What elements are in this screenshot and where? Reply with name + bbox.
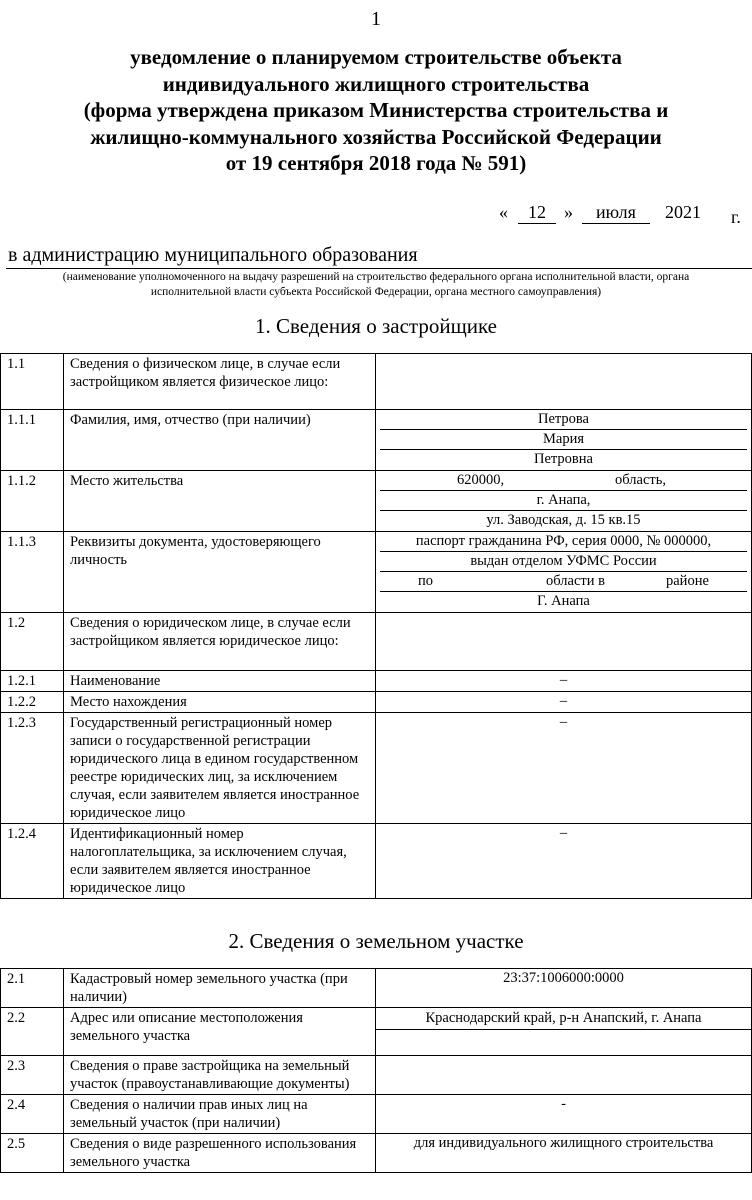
document-date — [0, 202, 752, 232]
addressee-text: в администрацию муниципального образования — [8, 244, 418, 266]
row-label: Адрес или описание местоположения земельного участка — [64, 1008, 376, 1056]
table-row — [1, 354, 752, 410]
date-open-quote: « — [499, 202, 508, 222]
table-row — [1, 1008, 752, 1056]
addressee-note-line: (наименование уполномоченного на выдачу разрешений на строительство федерального органа исполнительной власти, органа — [62, 271, 690, 283]
row-label: Фамилия, имя, отчество (при наличии) — [64, 410, 376, 471]
row-label: Идентификационный номер налогоплательщика, за исключением случая, если заявителем является иностранное юридическое лицо — [64, 824, 376, 899]
street-value: ул. Заводская, д. 15 кв.15 — [486, 512, 641, 528]
row-number: 1.2.2 — [1, 692, 64, 713]
last-name-value: Петрова — [380, 410, 747, 430]
title-line: от 19 сентября 2018 года № 591) — [225, 151, 527, 175]
row-number: 1.2.3 — [1, 713, 64, 824]
row-label: Реквизиты документа, удостоверяющего личность — [64, 532, 376, 613]
row-value — [376, 613, 752, 671]
region-value: область, — [615, 472, 666, 488]
developer-table — [0, 353, 752, 899]
row-value — [376, 1008, 752, 1056]
date-day: 12 — [518, 202, 556, 224]
row-number: 2.5 — [1, 1134, 64, 1173]
table-row — [1, 671, 752, 692]
row-number: 1.2.4 — [1, 824, 64, 899]
row-value: – — [376, 713, 752, 824]
row-number: 1.1.1 — [1, 410, 64, 471]
document-fragment: по — [418, 573, 434, 589]
section1-title: 1. Сведения о застройщике — [254, 314, 497, 338]
row-label: Кадастровый номер земельного участка (при наличии) — [64, 969, 376, 1008]
row-value — [376, 471, 752, 532]
table-row — [1, 824, 752, 899]
date-month: июля — [582, 202, 650, 224]
table-row — [1, 1056, 752, 1095]
row-number: 1.1 — [1, 354, 64, 410]
row-label: Сведения о праве застройщика на земельный участок (правоустанавливающие документы) — [64, 1056, 376, 1095]
row-number: 1.2.1 — [1, 671, 64, 692]
land-plot-table — [0, 968, 752, 1173]
row-label: Сведения о наличии прав иных лиц на земельный участок (при наличии) — [64, 1095, 376, 1134]
table-row — [1, 1134, 752, 1173]
table-row — [1, 1095, 752, 1134]
address-value: Краснодарский край, р-н Анапский, г. Анапа — [376, 1008, 751, 1030]
row-number: 2.1 — [1, 969, 64, 1008]
row-value — [376, 410, 752, 471]
addressee-note — [0, 270, 752, 300]
row-value: 23:37:1006000:0000 — [376, 969, 752, 1008]
table-row — [1, 532, 752, 613]
row-label: Сведения о юридическом лице, в случае если застройщиком является юридическое лицо: — [64, 613, 376, 671]
document-line: Г. Анапа — [537, 593, 590, 609]
page-number: 1 — [371, 8, 381, 30]
table-row — [1, 410, 752, 471]
row-value — [376, 532, 752, 613]
postal-code-value: 620000, — [457, 472, 505, 488]
row-label: Государственный регистрационный номер записи о государственной регистрации юридического лица в едином государственном реестре юридических лиц, за исключением случая, если заявителем является иностранное юридическое лицо — [64, 713, 376, 824]
row-label: Сведения о физическом лице, в случае если застройщиком является физическое лицо: — [64, 354, 376, 410]
row-label: Место жительства — [64, 471, 376, 532]
row-value: - — [376, 1095, 752, 1134]
date-year: 2021 — [665, 202, 701, 222]
row-value: для индивидуального жилищного строительства — [376, 1134, 752, 1173]
table-row — [1, 692, 752, 713]
title-line: жилищно-коммунального хозяйства Российской Федерации — [90, 124, 662, 149]
table-row — [1, 969, 752, 1008]
row-number: 1.1.3 — [1, 532, 64, 613]
row-number: 1.2 — [1, 613, 64, 671]
row-value: – — [376, 824, 752, 899]
document-line: паспорт гражданина РФ, серия 0000, № 000000, — [380, 532, 747, 552]
row-value: – — [376, 671, 752, 692]
document-fragment: области в — [546, 573, 605, 589]
row-number: 1.1.2 — [1, 471, 64, 532]
row-value: – — [376, 692, 752, 713]
title-line: уведомление о планируемом строительстве объекта — [130, 45, 622, 69]
date-close-quote: » — [564, 202, 573, 222]
title-line: индивидуального жилищного строительства — [162, 71, 590, 96]
section2-title: 2. Сведения о земельном участке — [228, 929, 524, 953]
document-fragment: районе — [666, 573, 709, 589]
row-value — [376, 1056, 752, 1095]
patronymic-value: Петровна — [534, 451, 593, 467]
first-name-value: Мария — [380, 430, 747, 450]
row-label: Место нахождения — [64, 692, 376, 713]
document-title — [0, 44, 752, 177]
residence-line — [380, 471, 747, 491]
title-line: (форма утверждена приказом Министерства строительства и — [83, 98, 669, 122]
row-label: Наименование — [64, 671, 376, 692]
city-value: г. Анапа, — [380, 491, 747, 511]
row-number: 2.2 — [1, 1008, 64, 1056]
addressee-rule — [6, 268, 752, 269]
row-label: Сведения о виде разрешенного использования земельного участка — [64, 1134, 376, 1173]
document-line — [380, 572, 747, 592]
row-value — [376, 354, 752, 410]
table-row — [1, 471, 752, 532]
row-number: 2.4 — [1, 1095, 64, 1134]
row-number: 2.3 — [1, 1056, 64, 1095]
table-row — [1, 613, 752, 671]
date-suffix: г. — [731, 207, 741, 227]
table-row — [1, 713, 752, 824]
document-line: выдан отделом УФМС России — [380, 552, 747, 572]
addressee-note-line: исполнительной власти субъекта Российской Федерации, органа местного самоуправления) — [150, 286, 602, 298]
